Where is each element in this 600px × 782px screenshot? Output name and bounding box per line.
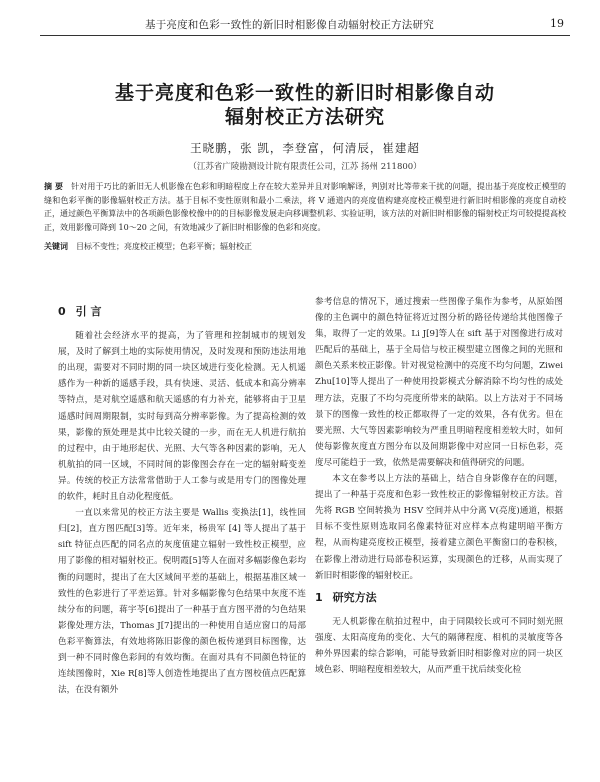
running-title: 基于亮度和色彩一致性的新旧时相影像自动辐射校正方法研究 — [145, 19, 434, 31]
section-title: 引 言 — [75, 305, 102, 318]
abstract — [44, 180, 566, 234]
keywords — [44, 240, 566, 253]
paragraph: 本文在参考以上方法的基础上，结合自身影像存在的问题，提出了一种基于亮度和色彩一致性校正的影像辐射校正方法。首先将 RGB 空间转换为 HSV 空间并从中分离 V(亮度)通道，根据目标不变性原则选取同名像素特征对应样本点构建明暗平衡方程，从而构建亮度校正模型，接着建立颜色平衡窗口的卷积核，在影像上滑动进行局部卷积运算，实现颜色的迁移，从而实现了新旧时相影像的辐射校正。 — [315, 474, 563, 581]
section-heading-intro — [58, 304, 306, 320]
author-list: 王晓鹏，张 凯，李登富，何清辰，崔建超 — [190, 141, 420, 155]
paragraph: 一直以来常见的校正方法主要是 Wallis 变换法[1]，线性回归[2]，直方图匹配[3]等。近年来，杨贵军 [4] 等人提出了基于 sift 特征点匹配的同名点的灰度值建立辐射一致性校正模型，应用了影像的相对辐射校正。倪明霞[5]等人在面对多幅影像色彩均衡的问题时，提出了在大区域间平差的基础上，根据基准区域一致性的色彩进行了平差运算。针对多幅影像匀色结果中灰度不连续分布的问题，蒋宇苓[6]提出了一种基于直方图平滑的匀色结果影像处理方法，Thomas J[7]提出的一种使用自适应窗口的局部色彩平衡算法，有效地将陈旧影像的颜色板传递到目标图像，达到一种不同时像色彩间的有效均衡。在面对具有不同颜色特征的连续图像时，Xie R[8]等人创造性地提出了直方图校值点匹配算法，在没有额外 — [58, 508, 306, 696]
paragraph: 随着社会经济水平的提高，为了管理和控制城市的规划发展，及时了解到土地的实际使用情况，及时发现和预防违法用地的出现，需要对不同时期的同一块区域进行变化检测。无人机遥感作为一种新的遥感手段，具有快速、灵活、低成本和高分辨率等特点，是对航空遥感和航天遥感的有力补充，能够将由于卫星遥感时间周期限制，实时每到高分辨率影像。为了提高检测的效果，影像的预处理是其中比较关键的一步，而在无人机进行航拍的过程中，由于地形起伏、光照、大气等各种因素的影响，无人机航拍的同一区域，不同时间的影像图会存在一定的辐射畸变差异。传统的校正方法常常借助于人工参与或是用专门的图像处理的软件，耗时且自动化程度低。 — [58, 331, 306, 503]
right-column — [315, 294, 563, 678]
abstract-label: 摘 要 — [44, 182, 64, 191]
section-title: 研究方法 — [332, 590, 377, 604]
paragraph: 参考信息的情况下，通过搜索一些图像子集作为参考，从原始图像的主色调中的颜色特征将近过图分析的路径传递给其他图像子集，取得了一定的效果。Li J[9]等人在 sift 基于对图像进行成对匹配后的基础上，基于全局信与校正模型建立图像之间的光照和颜色关系来校正影像。针对视觉检测中的亮度不均匀问题，Ziwei Zhu[10]等人提出了一种使用投影模式分解消除不均匀性的成处理方法，克服了不均匀亮度所带来的缺陷。以上方法对于不同场景下的图像一致性的校正都取得了一定的效果，各有优劣。但在要光照、大气等因素影响较为严重且明暗程度相差较大时，如何使每影像灰度直方图分布以及间期影像中对应同一日标色彩，亮度尽可能趋于一致，依然是需要解决和值得研究的问题。 — [315, 297, 563, 468]
running-header — [40, 14, 570, 36]
keywords-text: 目标不变性；亮度校正模型；色彩平衡；辐射校正 — [76, 242, 252, 251]
section-number: 0 — [58, 305, 66, 318]
paper-title-line-1: 基于亮度和色彩一致性的新旧时相影像自动 — [114, 82, 495, 104]
abstract-text: 针对用于巧比的新旧无人机影像在色彩和明暗程度上存在较大差异并且对影响解译，判别对比等带来干扰的问题，提出基于亮度校正模型的缝和色彩平衡的影像辐射校正方法。基于目标不变性原则和最小二乘法，将 V 通道内的亮度值构建亮度校正模型进行新旧时相影像的亮度自动校正，通过颜色平衡算法中的各项颜色影像校像中的的目标影像发展走向移调整机彩、实验证明，该方法的对新旧时相影像的辐射校正均可较提提高校正，效用影像可降到 10～20 之间，有效地减少了新旧时相影像的色彩和亮度。 — [44, 182, 566, 232]
paper-title-line-2: 辐射校正方法研究 — [224, 106, 385, 128]
section-heading-method — [315, 590, 563, 606]
keywords-label: 关键词 — [44, 242, 68, 251]
page-number: 19 — [550, 17, 564, 30]
affiliation: （江苏省广陵勘测设计院有限责任公司，江苏 扬州 211800） — [188, 162, 422, 172]
section-number: 1 — [315, 590, 323, 604]
left-column — [58, 298, 306, 698]
paragraph: 无人机影像在航拍过程中，由于同陨较长或可不同时刻光照强度、太阳高度角的变化、大气的隔薄程度、相机的灵敏度等各种外界因素的综合影响，可能导致新旧时相影像对应的同一块区域色彩、明暗程度相差较大，从而严重干扰后续变化检 — [315, 616, 563, 676]
